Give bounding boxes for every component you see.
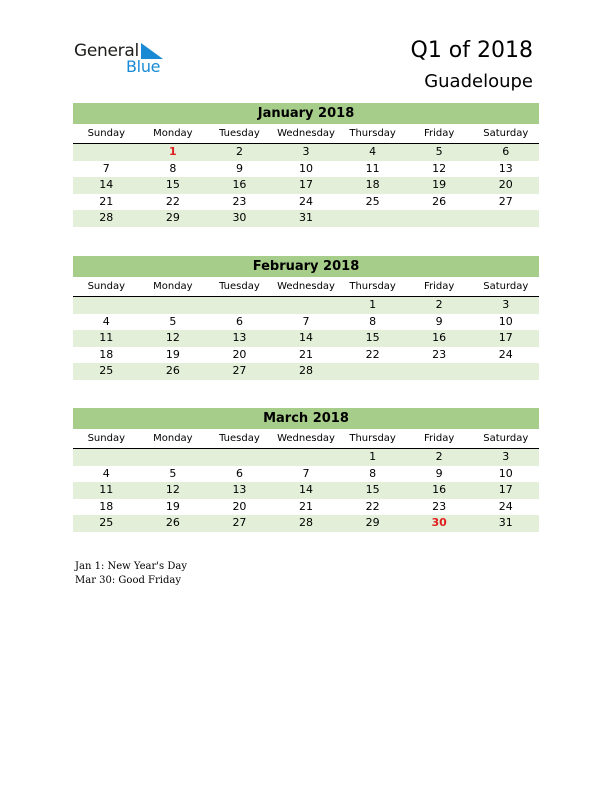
day-cell: 19 [165, 499, 180, 513]
day-cell: 6 [235, 314, 243, 328]
day-cell: 19 [165, 347, 180, 361]
day-cell: 9 [435, 466, 443, 480]
day-cell: 9 [435, 314, 443, 328]
day-cell: 1 [169, 145, 177, 158]
day-cell: 15 [165, 178, 180, 191]
day-cell: 6 [235, 466, 243, 480]
week-row [73, 330, 539, 347]
day-cell [339, 363, 406, 380]
week-row [73, 210, 539, 227]
weekday-header-row [73, 125, 539, 144]
day-cell: 10 [498, 466, 513, 480]
day-cell: 16 [432, 483, 447, 496]
weekday-label: Wednesday [277, 281, 335, 292]
day-cell: 19 [432, 178, 447, 191]
week-row [73, 144, 539, 161]
month-march [73, 408, 539, 532]
page-title: Q1 of 2018 [410, 38, 533, 63]
holiday-note: Mar 30: Good Friday [75, 575, 181, 586]
day-cell: 9 [235, 161, 243, 175]
weekday-header-row [73, 278, 539, 297]
weekday-label: Sunday [87, 128, 125, 139]
weekday-label: Saturday [483, 433, 529, 444]
day-cell: 14 [99, 178, 114, 191]
weekday-label: Sunday [87, 281, 125, 292]
day-cell: 3 [302, 145, 310, 158]
day-cell: 4 [102, 314, 110, 328]
day-cell: 6 [502, 145, 510, 158]
day-cell [339, 210, 406, 227]
day-cell [273, 449, 340, 466]
day-cell: 12 [165, 331, 180, 344]
day-cell: 26 [165, 364, 180, 377]
day-cell: 24 [498, 499, 513, 513]
day-cell: 14 [299, 483, 314, 496]
day-cell: 17 [498, 483, 513, 496]
weekday-label: Sunday [87, 433, 125, 444]
day-cell: 24 [498, 347, 513, 361]
day-cell: 8 [369, 314, 377, 328]
week-row [73, 314, 539, 331]
week-row [73, 515, 539, 532]
day-cell: 2 [435, 298, 443, 311]
day-cell [406, 363, 473, 380]
month-february [73, 256, 539, 380]
day-cell: 13 [232, 331, 247, 344]
week-row [73, 363, 539, 380]
logo-blue-text: Blue [126, 57, 161, 76]
week-row [73, 161, 539, 178]
weeks-container [73, 297, 539, 380]
day-cell: 18 [99, 347, 114, 361]
day-cell: 29 [165, 211, 180, 224]
day-cell: 2 [235, 145, 243, 158]
day-cell: 10 [299, 161, 314, 175]
day-cell: 27 [232, 516, 247, 529]
week-row [73, 449, 539, 466]
day-cell: 18 [365, 178, 380, 191]
day-cell: 10 [498, 314, 513, 328]
day-cell: 22 [365, 499, 380, 513]
day-cell [73, 144, 140, 161]
day-cell: 23 [432, 347, 447, 361]
day-cell: 3 [502, 450, 510, 463]
weekday-label: Friday [424, 433, 455, 444]
day-cell: 27 [232, 364, 247, 377]
day-cell: 20 [498, 178, 513, 191]
day-cell: 27 [498, 194, 513, 208]
weekday-label: Tuesday [219, 281, 260, 292]
day-cell: 30 [431, 516, 447, 529]
logo-general-text: General [74, 41, 139, 61]
day-cell: 20 [232, 347, 247, 361]
day-cell: 7 [302, 314, 310, 328]
day-cell: 18 [99, 499, 114, 513]
day-cell: 28 [99, 211, 114, 224]
month-title: January 2018 [73, 103, 539, 124]
weekday-label: Tuesday [219, 433, 260, 444]
day-cell [472, 210, 539, 227]
day-cell: 26 [165, 516, 180, 529]
day-cell: 16 [232, 178, 247, 191]
day-cell: 16 [432, 331, 447, 344]
day-cell: 7 [102, 161, 110, 175]
day-cell: 28 [299, 364, 314, 377]
month-january [73, 103, 539, 227]
weeks-container [73, 449, 539, 532]
day-cell: 15 [365, 483, 380, 496]
day-cell [472, 363, 539, 380]
day-cell [206, 449, 273, 466]
weekday-label: Thursday [349, 281, 396, 292]
day-cell: 5 [435, 145, 443, 158]
weekday-label: Thursday [349, 128, 396, 139]
day-cell: 5 [169, 466, 177, 480]
weekday-header-row [73, 430, 539, 449]
day-cell [406, 210, 473, 227]
week-row [73, 466, 539, 483]
weekday-label: Wednesday [277, 128, 335, 139]
month-title: February 2018 [73, 256, 539, 277]
day-cell [206, 297, 273, 314]
day-cell: 21 [299, 347, 314, 361]
holiday-notes [75, 560, 187, 588]
day-cell: 31 [498, 516, 513, 529]
month-title: March 2018 [73, 408, 539, 429]
day-cell: 20 [232, 499, 247, 513]
day-cell: 24 [299, 194, 314, 208]
day-cell: 7 [302, 466, 310, 480]
week-row [73, 194, 539, 211]
day-cell [140, 297, 207, 314]
weekday-label: Saturday [483, 281, 529, 292]
weekday-label: Monday [153, 128, 193, 139]
weekday-label: Wednesday [277, 433, 335, 444]
day-cell [73, 449, 140, 466]
day-cell: 29 [365, 516, 380, 529]
day-cell: 25 [365, 194, 380, 208]
day-cell: 17 [299, 178, 314, 191]
day-cell: 8 [369, 466, 377, 480]
brand-logo [74, 41, 174, 81]
day-cell [73, 297, 140, 314]
weekday-label: Saturday [483, 128, 529, 139]
day-cell: 12 [432, 161, 447, 175]
day-cell: 2 [435, 450, 443, 463]
day-cell: 3 [502, 298, 510, 311]
day-cell: 11 [99, 331, 114, 344]
weekday-label: Friday [424, 281, 455, 292]
week-row [73, 499, 539, 516]
weeks-container [73, 144, 539, 227]
page-subtitle: Guadeloupe [424, 71, 533, 92]
weekday-label: Friday [424, 128, 455, 139]
day-cell: 13 [498, 161, 513, 175]
day-cell: 1 [369, 298, 377, 311]
day-cell: 11 [365, 161, 380, 175]
day-cell: 31 [299, 211, 314, 224]
day-cell: 22 [165, 194, 180, 208]
day-cell: 8 [169, 161, 177, 175]
day-cell: 23 [432, 499, 447, 513]
weekday-label: Monday [153, 281, 193, 292]
day-cell: 30 [232, 211, 247, 224]
holiday-note: Jan 1: New Year's Day [75, 561, 187, 572]
day-cell: 25 [99, 516, 114, 529]
day-cell: 26 [432, 194, 447, 208]
week-row [73, 482, 539, 499]
day-cell: 21 [299, 499, 314, 513]
weekday-label: Thursday [349, 433, 396, 444]
weekday-label: Tuesday [219, 128, 260, 139]
week-row [73, 347, 539, 364]
day-cell [273, 297, 340, 314]
week-row [73, 297, 539, 314]
day-cell: 15 [365, 331, 380, 344]
day-cell: 25 [99, 364, 114, 377]
day-cell: 1 [369, 450, 377, 463]
day-cell: 4 [369, 145, 377, 158]
day-cell: 13 [232, 483, 247, 496]
day-cell: 23 [232, 194, 247, 208]
day-cell: 12 [165, 483, 180, 496]
day-cell: 21 [99, 194, 114, 208]
day-cell: 28 [299, 516, 314, 529]
day-cell: 22 [365, 347, 380, 361]
day-cell: 4 [102, 466, 110, 480]
day-cell [140, 449, 207, 466]
day-cell: 11 [99, 483, 114, 496]
week-row [73, 177, 539, 194]
day-cell: 17 [498, 331, 513, 344]
weekday-label: Monday [153, 433, 193, 444]
day-cell: 5 [169, 314, 177, 328]
day-cell: 14 [299, 331, 314, 344]
